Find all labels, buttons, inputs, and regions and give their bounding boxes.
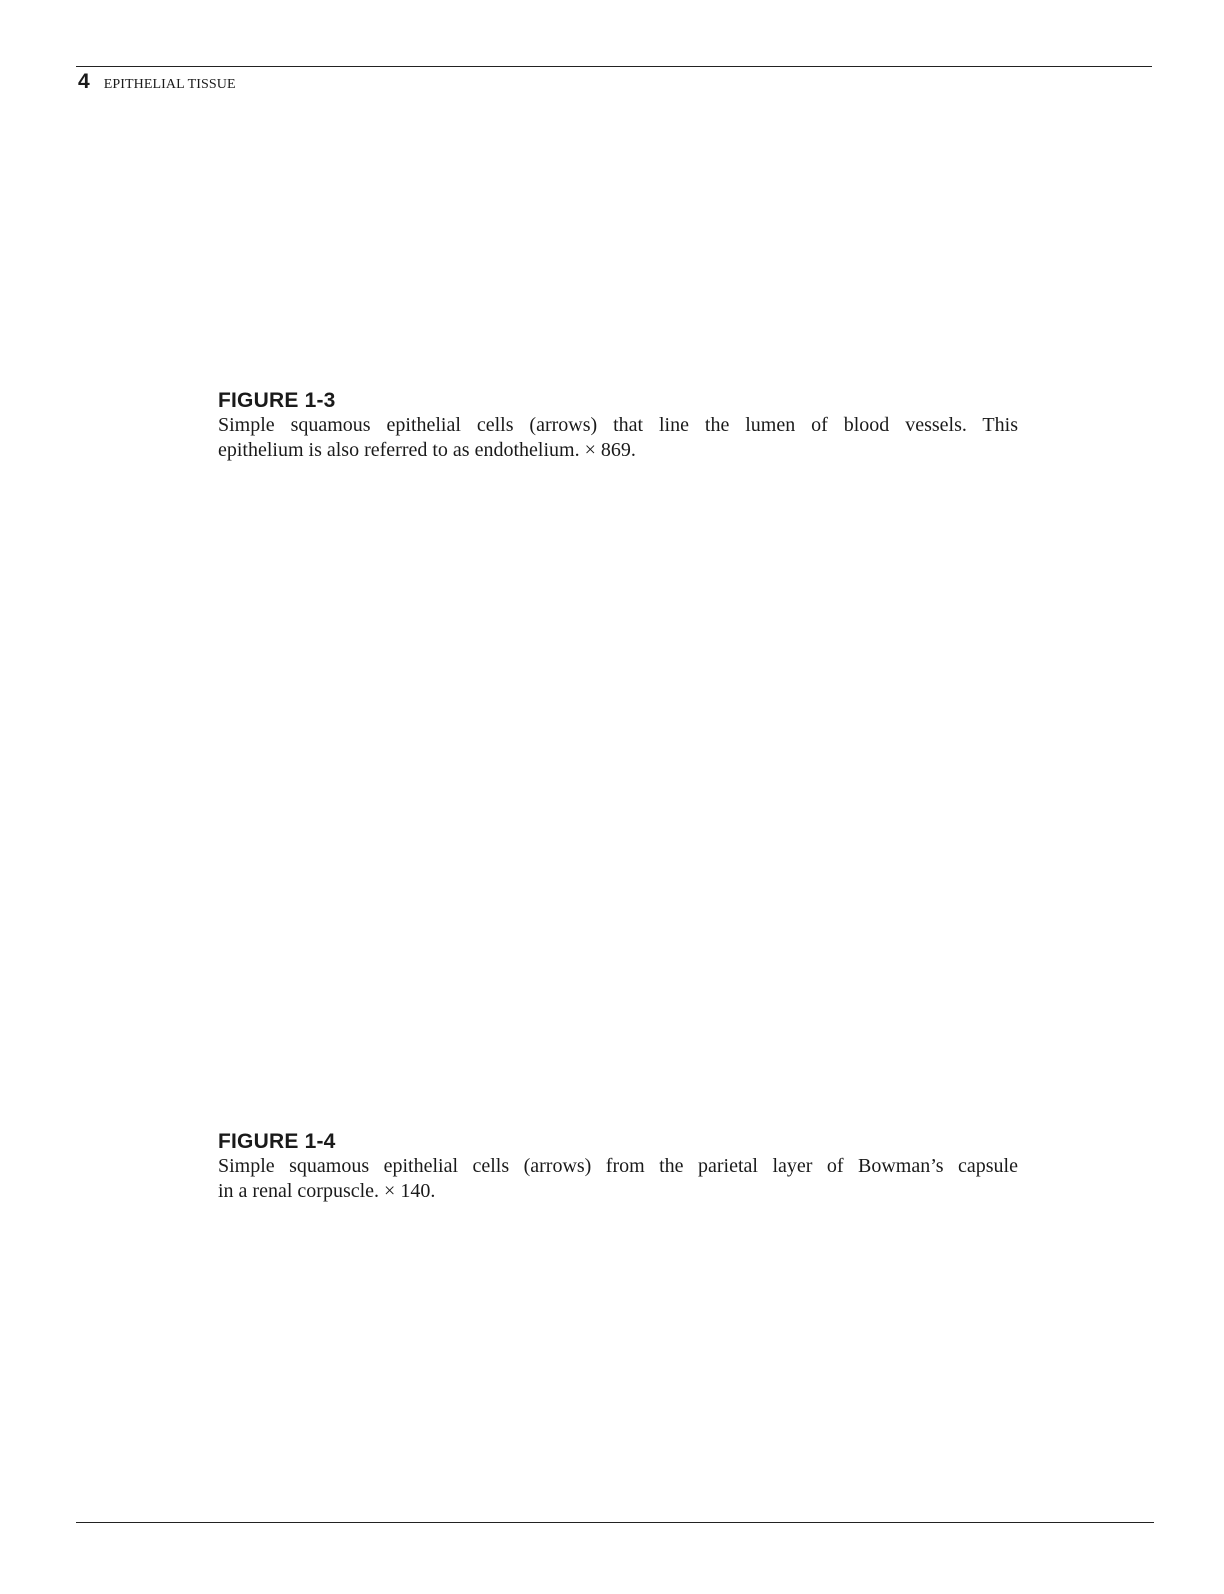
running-head [78, 70, 236, 94]
figure-1-4-caption-block [218, 1130, 1018, 1204]
section-title: EPITHELIAL TISSUE [103, 77, 236, 92]
figure-caption-line: epithelium is also referred to as endothelium. × 869. [218, 439, 636, 461]
figure-1-3-caption-block [218, 389, 1018, 463]
page-number: 4 [78, 70, 90, 93]
footer-rule [76, 1522, 1154, 1523]
header-rule [76, 66, 1152, 67]
figure-caption [218, 413, 1018, 463]
figure-caption-line: in a renal corpuscle. × 140. [218, 1180, 436, 1202]
figure-label: FIGURE 1-3 [218, 389, 336, 412]
figure-caption-line: Simple squamous epithelial cells (arrows) that line the lumen of blood vessels. This [218, 414, 1018, 436]
figure-label: FIGURE 1-4 [218, 1130, 336, 1153]
figure-caption [218, 1154, 1018, 1204]
figure-caption-line: Simple squamous epithelial cells (arrows) from the parietal layer of Bowman’s capsule [218, 1155, 1018, 1177]
